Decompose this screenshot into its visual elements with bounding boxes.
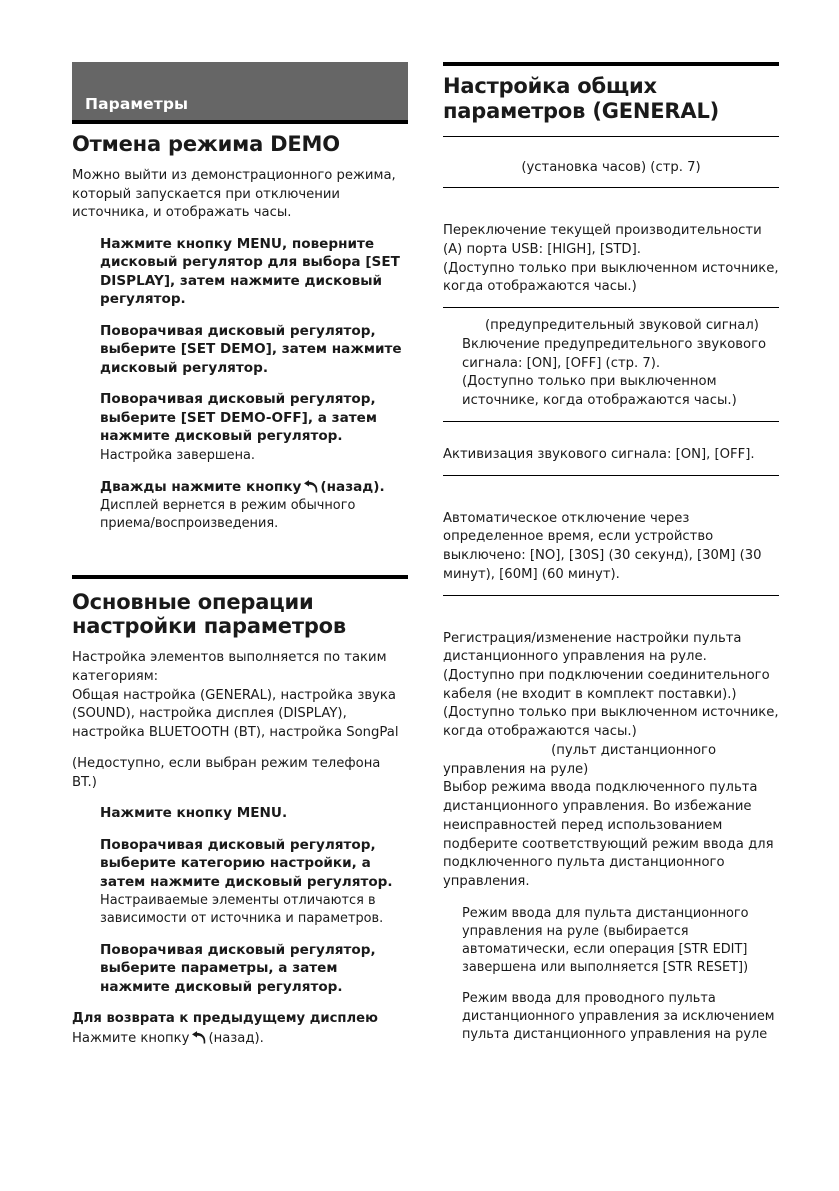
list-item — [72, 235, 408, 309]
section-banner — [72, 62, 408, 120]
list-item — [72, 390, 408, 464]
step-heading — [78, 235, 408, 309]
step-number: 3 — [78, 941, 88, 958]
setting-row-beep-activation — [443, 422, 779, 476]
setting-description-line: Активизация звукового сигнала: [ON], [OFF]. — [443, 446, 755, 462]
setting-name-2: STR CONTROL — [443, 742, 547, 758]
setting-name: CLOCK ADJUST — [443, 143, 552, 159]
step-number: 4 — [78, 478, 88, 495]
page-title-demo: Отмена режима DEMO — [72, 132, 340, 156]
general-title-topline — [443, 62, 779, 66]
setting-name: STR CONTROL — [443, 604, 547, 620]
step-heading-text: Нажмите кнопку MENU. — [100, 805, 288, 822]
step-heading-text: Поворачивая дисковый регулятор, выберите параметры, а затем нажмите дисковый регулятор. — [100, 941, 376, 995]
basic-intro-2: Общая настройка (GENERAL), настройка звука (SOUND), настройка дисплея (DISPLAY), настройка BLUETOOTH (BT), настройка SongPal — [72, 687, 399, 741]
step-heading — [78, 322, 408, 377]
return-text-before: Нажмите кнопку — [72, 1030, 190, 1046]
list-item — [72, 836, 408, 928]
step-heading-text: Нажмите кнопку MENU, поверните дисковый регулятор для выбора [SET DISPLAY], затем нажмите дисковый регулятор. — [100, 235, 400, 308]
step-heading — [78, 804, 408, 822]
step-heading-text: Поворачивая дисковый регулятор, выберите категорию настройки, а затем нажмите дисковый регулятор. — [100, 836, 393, 890]
setting-description-line: Включение предупредительного звукового сигнала: [ON], [OFF] (стр. 7). — [462, 336, 767, 371]
page-title-basic: Основные операции настройки параметров — [72, 589, 346, 639]
setting-description-line: (Доступно только при выключенном источнике, когда отображаются часы.) — [462, 374, 737, 409]
list-item — [72, 804, 408, 822]
setting-sub-item: Режим ввода для проводного пульта дистанционного управления за исключением пульта дистанционного управления на руле — [462, 991, 775, 1043]
setting-name: STR CONTROL — [443, 484, 547, 500]
setting-lead-text: (предупредительный звуковой сигнал) — [484, 318, 759, 334]
step-subtext: Настраиваемые элементы отличаются в зависимости от источника и параметров. — [100, 893, 384, 927]
setting-row-str-control — [443, 596, 779, 1055]
list-item — [72, 941, 408, 996]
right-column — [443, 62, 779, 1054]
step-number: 1 — [78, 805, 88, 822]
setting-row-auto-off — [443, 476, 779, 596]
step-heading — [78, 390, 408, 445]
step-subtext: Дисплей вернется в режим обычного приема/воспроизведения. — [100, 498, 356, 531]
setting-description: (установка часов) (стр. 7) — [521, 159, 701, 175]
setting-description-line: Переключение текущей производительности (A) порта USB: [HIGH], [STD]. — [443, 223, 762, 257]
section-banner-label: Параметры — [85, 95, 189, 113]
setting-description-line: (Доступно при подключении соединительного кабеля (не входит в комплект поставки).) (Доступно только при выключенном источнике, когда отображаются часы.) — [443, 668, 779, 740]
step-number: 2 — [78, 322, 88, 339]
setting-name: AUTO OFF — [443, 430, 518, 446]
setting-row-clock-adjust — [443, 136, 779, 189]
setting-description-line: (Доступно только при выключенном источнике, когда отображаются часы.) — [443, 260, 779, 295]
return-to-previous-label: Для возврата к предыдущему дисплею — [72, 1011, 378, 1027]
page-title-general: Настройка общих параметров (GENERAL) — [443, 74, 720, 123]
basic-note: (Недоступно, если выбран режим телефона BT.) — [72, 755, 381, 790]
setting-row-usb-power — [443, 188, 779, 308]
return-text-after: (назад). — [208, 1030, 264, 1046]
banner-underrule — [72, 120, 408, 124]
left-column — [72, 62, 408, 1061]
setting-description-line: Выбор режима ввода подключенного пульта дистанционного управления. Во избежание неисправностей перед использованием подберите соответствующий режим ввода для подключенного пульта дистанционного управления. — [443, 780, 774, 890]
list-item — [72, 478, 408, 533]
step-number: 3 — [78, 391, 88, 408]
setting-description-line: Автоматическое отключение через определенное время, если устройство выключено: [NO], [30S] (30 секунд), [30M] (30 минут), [60M] (60 минут). — [443, 510, 762, 582]
back-arrow-icon — [191, 1031, 206, 1044]
step-heading — [78, 836, 408, 891]
demo-step-list — [72, 235, 408, 533]
step-heading-text: Поворачивая дисковый регулятор, выберите [SET DEMO-OFF], а затем нажмите дисковый регулятор. — [100, 391, 377, 445]
basic-section-rule — [72, 575, 408, 579]
step-number: 1 — [78, 235, 88, 252]
step-heading-text: Поворачивая дисковый регулятор, выберите [SET DEMO], затем нажмите дисковый регулятор. — [100, 322, 402, 376]
step-heading-text-before: Дважды нажмите кнопку — [100, 478, 302, 495]
setting-sub-item: Режим ввода для пульта дистанционного управления на руле (выбирается автоматически, если операция [STR EDIT] завершена или выполняется [STR RESET]) — [462, 905, 749, 976]
step-heading — [78, 941, 408, 996]
setting-lead-line-2 — [443, 742, 779, 779]
basic-step-list — [72, 804, 408, 996]
basic-intro-1: Настройка элементов выполняется по таким категориям: — [72, 650, 387, 684]
step-subtext: Настройка завершена. — [100, 447, 256, 463]
back-arrow-icon — [303, 480, 318, 493]
setting-name: CAUT ALM — [443, 197, 519, 213]
setting-lead-text-2: (пульт дистанционного управления на руле) — [443, 742, 717, 777]
return-to-previous-instruction — [72, 1030, 408, 1049]
step-heading-text-after: (назад). — [320, 478, 385, 495]
setting-lead-line — [443, 317, 779, 336]
list-item — [72, 322, 408, 377]
demo-intro-paragraph: Можно выйти из демонстрационного режима, который запускается при отключении источника, и отображать часы. — [72, 167, 396, 221]
step-heading — [78, 478, 408, 496]
step-number: 2 — [78, 836, 88, 853]
setting-description-line: Регистрация/изменение настройки пульта дистанционного управления на руле. — [443, 630, 742, 665]
setting-name: BEEP — [443, 318, 481, 334]
setting-row-beep — [443, 308, 779, 422]
